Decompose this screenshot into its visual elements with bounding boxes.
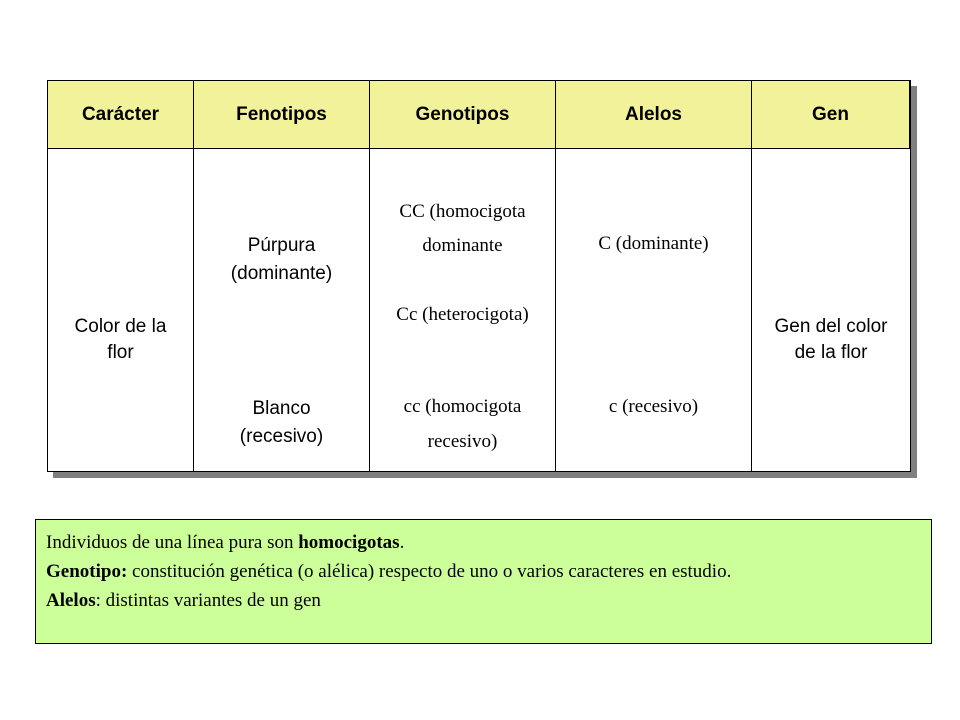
note-line2-text: constitución genética (o alélica) respecto de uno o varios caracteres en estudio. [127,561,732,582]
header-genotipos: Genotipos [370,81,556,149]
note-line-genotipo [46,557,921,586]
cell-fenotipos [194,149,370,471]
cell-alelos [556,149,752,471]
cell-caracter [48,149,194,471]
gen-line-2: de la flor [794,342,868,363]
header-caracter: Carácter [48,81,194,149]
gen-line-1: Gen del color [774,316,888,337]
alelo-recesivo: c (recesivo) [608,396,699,417]
fenotipo-recesivo-line-1: Blanco [252,398,311,419]
fenotipo-recesivo-line-2: (recesivo) [239,426,324,447]
genetics-table [47,80,911,472]
cell-genotipos [370,149,556,471]
note-line2-bold: Genotipo: [46,561,128,582]
note-line1-text: Individuos de una línea pura son [46,532,299,553]
note-line1-end: . [399,532,405,553]
caracter-line-2: flor [107,342,134,363]
caracter-line-1: Color de la [74,316,167,337]
header-gen: Gen [752,81,910,149]
note-line-homocigotas [46,528,921,557]
genotipo-homo-dom-line-2: dominante [422,235,503,256]
header-alelos: Alelos [556,81,752,149]
note-line3-text: : distintas variantes de un gen [95,590,321,611]
genotipo-homo-rec-line-2: recesivo) [427,431,498,452]
genotipo-hetero: Cc (heterocigota) [396,304,529,325]
cell-gen [752,149,910,471]
definitions-note [35,519,932,644]
genotipo-homo-dom-line-1: CC (homocigota [399,201,526,222]
note-line1-bold: homocigotas [298,532,400,553]
header-fenotipos: Fenotipos [194,81,370,149]
fenotipo-dominante-line-1: Púrpura [247,235,316,256]
genotipo-homo-rec-line-1: cc (homocigota [403,396,522,417]
fenotipo-dominante-line-2: (dominante) [230,263,333,284]
note-line-alelos [46,586,921,615]
alelo-dominante: C (dominante) [598,233,709,254]
note-line3-bold: Alelos [46,590,96,611]
